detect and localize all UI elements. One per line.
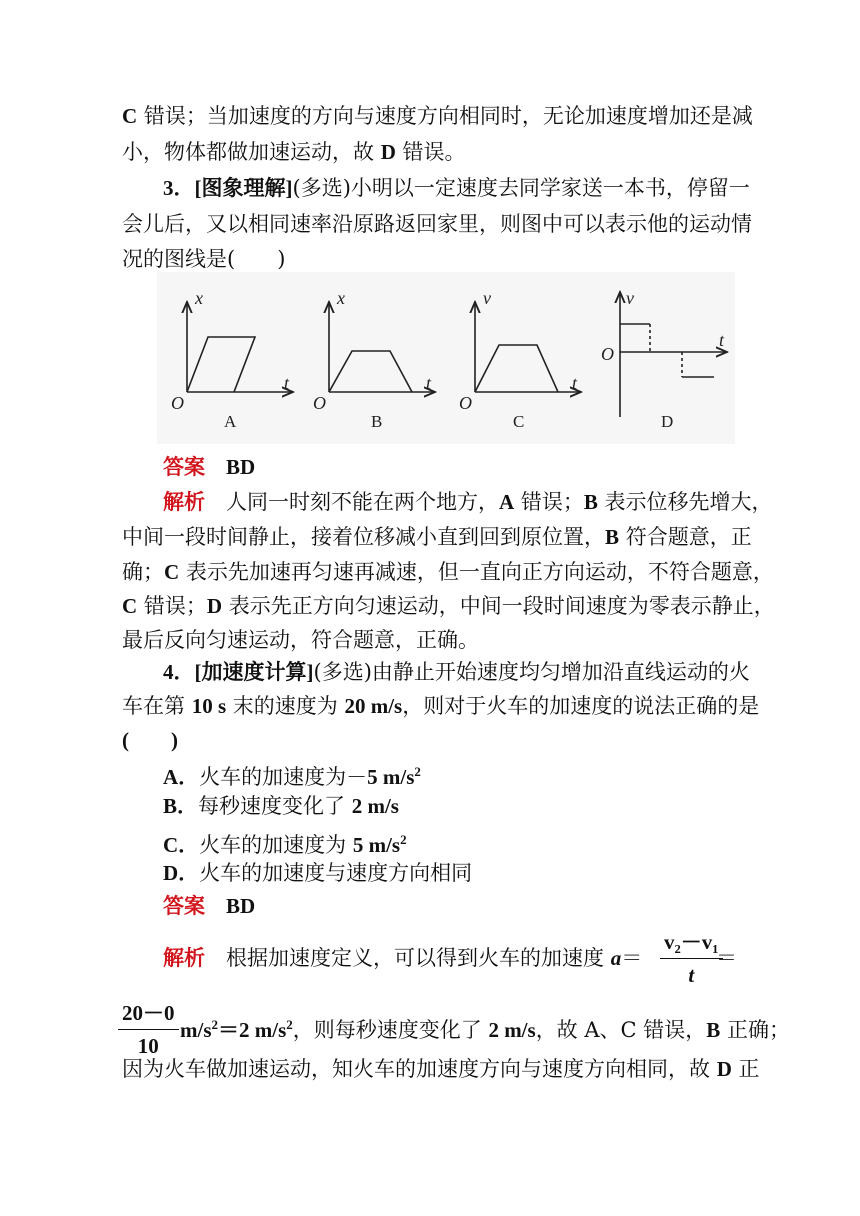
text-run: B [605,525,620,549]
answer-label: 答案 [163,893,205,918]
option-value: 5 m/s [367,765,415,789]
text-run: 末的速度为 [226,694,345,718]
option-c[interactable] [163,825,407,860]
graph-c-line [475,345,558,392]
text-run: 10 s [191,694,227,718]
text-run: B [583,490,598,514]
option-key: B． [163,794,199,818]
option-text: 火车的加速度与速度方向相同 [199,861,473,885]
fraction-values [118,997,179,1059]
answer-label: 答案 [163,454,205,479]
graph-d-x-label: t [719,330,725,350]
variable-a: a [610,946,622,970]
fraction-denominator: 10 [137,1034,159,1058]
answer-value: BD [226,894,256,918]
text-run: A [499,490,515,514]
graph-d-origin: O [601,344,614,364]
text-run: ，故 A、C 错误， [535,1018,707,1042]
graph-b-y-label: x [337,288,345,308]
graph-b [329,302,435,392]
analysis-3-line-5: 最后反向匀速运动，符合题意，正确。 [122,628,479,652]
text-run: 正 [731,1057,760,1081]
text-run: 人同一时刻不能在两个地方， [226,490,499,514]
option-value: 2 m/s [351,794,399,818]
analysis-4-line-2 [180,1010,790,1045]
text-run: 因为火车做加速运动，知火车的加速度方向与速度方向相同，故 [122,1057,717,1081]
text-run: 车在第 [122,694,192,718]
analysis-3-line-3 [122,557,774,587]
option-key: D． [163,861,200,885]
analysis-3-line-1 [163,487,773,517]
text-run: 错误； [514,490,584,514]
question-number: 3． [163,176,195,200]
text-run: 错误；当加速度的方向与速度方向相同时，无论加速度增加还是减 [137,104,753,128]
answer-3 [163,452,255,482]
text-run: 确； [122,560,164,584]
text-run: (多选)小明以一定速度去同学家送一本书，停留一 [292,176,750,200]
graph-c [475,302,581,392]
question-3-line-2: 会儿后，又以相同速率沿原路返回家里，则图中可以表示他的运动情 [122,212,752,236]
question-number: 4． [163,660,195,684]
graph-b-caption: B [371,412,383,431]
text-run: 错误。 [395,140,466,164]
text-run: 根据加速度定义，可以得到火车的加速度 [226,946,611,970]
graph-c-y-label: v [483,288,491,308]
graph-d-caption: D [661,412,674,431]
text-run: m/s [180,1018,212,1042]
text-run: C [164,560,180,584]
text-run: D [206,594,223,618]
question-3-line-3: 况的图线是( ) [122,247,286,271]
graph-a-x-label: t [284,373,290,393]
option-value: 5 m/s [352,833,401,857]
text-run: 表示先加速再匀速再减速，但一直向正方向运动，不符合题意， [179,560,774,584]
equals-sign-2: ＝ [716,946,737,970]
analysis-label: 解析 [163,945,205,970]
fraction-definition [660,926,723,988]
graph-c-x-label: t [572,373,578,393]
option-key: C． [163,833,200,857]
graph-a-origin: O [171,393,184,413]
graph-a-y-label: x [195,288,203,308]
graph-d [620,292,727,417]
text-run: 小，物体都做加速运动，故 [122,140,381,164]
graph-b-line [329,351,412,392]
text-run: D [380,140,396,164]
equals-sign: ＝ [621,946,643,970]
graph-c-caption: C [513,412,525,431]
text-run: 错误； [137,594,207,618]
analysis-4-line-3 [122,1054,760,1084]
motion-graphs-figure [157,272,735,444]
graphs-svg [157,272,735,444]
superscript: 2 [400,832,407,847]
question-4-line-1 [163,657,750,687]
text-run: 中间一段时间静止，接着位移减小直到回到原位置， [122,525,605,549]
analysis-label: 解析 [163,489,205,514]
graph-d-y-label: v [626,288,634,308]
question-tag: [加速度计算] [194,660,314,684]
text-run: 20 m/s [344,694,403,718]
option-key: A． [163,765,200,789]
analysis-3-line-2 [122,522,752,552]
fraction-numerator: v₂－v₁ [660,926,723,959]
graph-a-caption: A [224,412,237,431]
analysis-3-line-4 [122,591,775,621]
text-run: ，则对于火车的加速度的说法正确的是 [402,694,760,718]
superscript: 2 [211,1017,218,1032]
text-run: 符合题意，正 [619,525,752,549]
text-run: D [716,1057,732,1081]
answer-value: BD [226,455,256,479]
superscript: 2 [286,1017,293,1032]
option-text: 火车的加速度为－ [199,765,368,789]
graph-b-origin: O [313,393,326,413]
option-d[interactable] [163,858,472,888]
graph-b-x-label: t [426,373,432,393]
answer-4 [163,891,255,921]
text-run: 2 m/s [488,1018,536,1042]
graph-c-origin: O [459,393,472,413]
text-run: B [706,1018,721,1042]
text-run: 正确； [720,1018,790,1042]
superscript: 2 [414,764,421,779]
option-b[interactable] [163,791,399,821]
question-3-line-1 [163,173,750,203]
fraction-denominator: t [688,963,695,987]
text-run: (多选)由静止开始速度均匀增加沿直线运动的火 [313,660,750,684]
text-run: 表示先正方向匀速运动，中间一段时间速度为零表示静止， [222,594,775,618]
question-tag: [图象理解] [194,176,293,200]
fraction-numerator: 20－0 [118,997,179,1030]
text-line-2 [122,137,466,167]
text-line-1 [122,101,753,131]
graph-a-line [187,337,255,392]
option-text: 每秒速度变化了 [198,794,352,818]
text-run: C [122,594,138,618]
question-4-line-3: ( ) [122,728,178,752]
text-run: C [122,104,138,128]
option-a[interactable] [163,757,421,792]
text-run: 表示位移先增大， [597,490,773,514]
text-run: ＝2 m/s [218,1018,287,1042]
graph-a [187,302,293,392]
option-text: 火车的加速度为 [199,833,353,857]
question-4-line-2 [122,691,759,721]
analysis-4-line-1 [163,943,642,973]
text-run: ，则每秒速度变化了 [292,1018,489,1042]
